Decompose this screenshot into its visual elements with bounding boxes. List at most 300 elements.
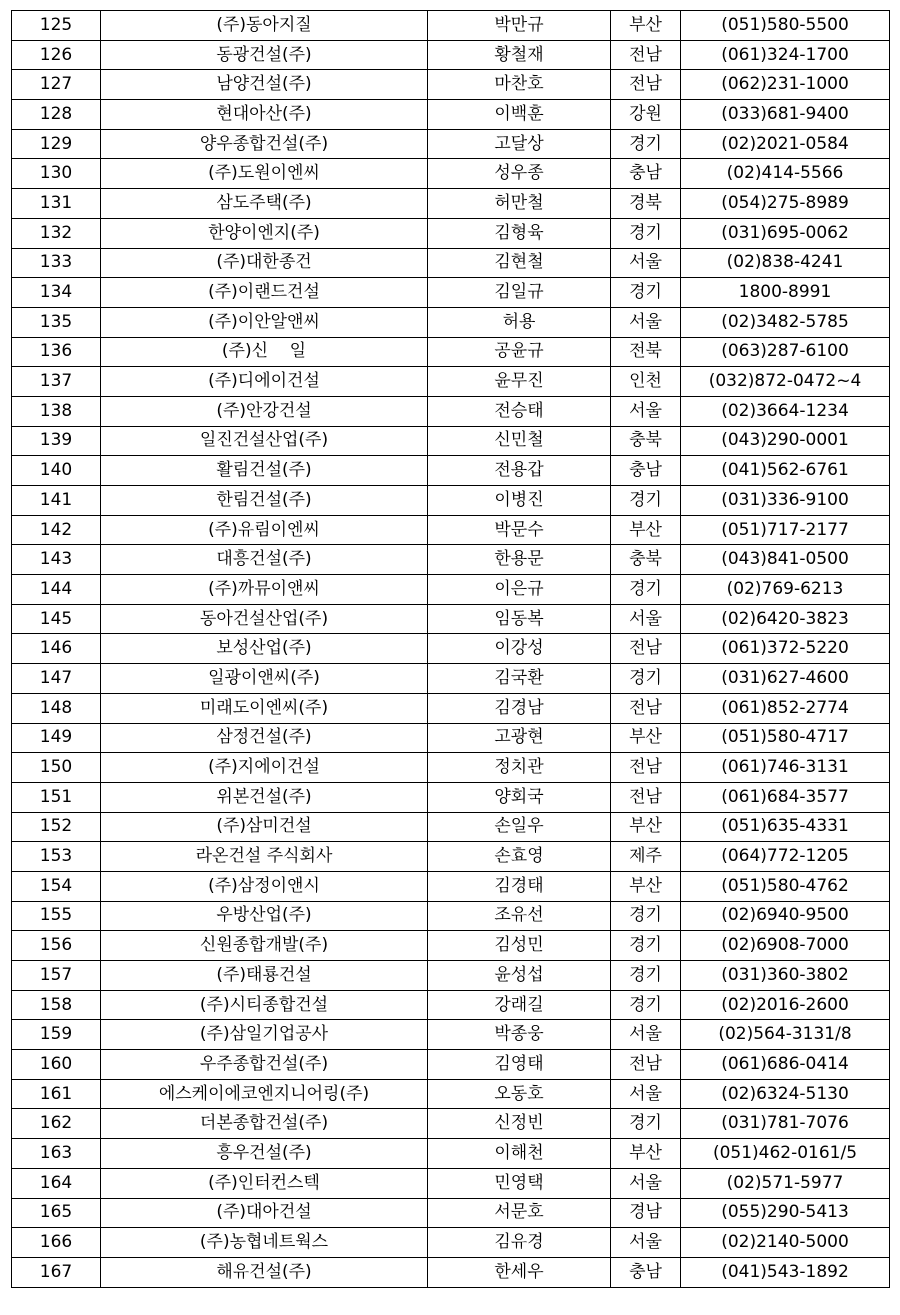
row-number-cell bbox=[12, 159, 101, 189]
phone-cell bbox=[681, 396, 890, 426]
row-number-text: 157 bbox=[39, 964, 73, 985]
company-name-text: (주)안강건설 bbox=[216, 400, 312, 421]
company-name-cell bbox=[101, 486, 428, 516]
phone-cell bbox=[681, 218, 890, 248]
company-name-text: 신원종합개발(주) bbox=[199, 935, 329, 956]
region-cell bbox=[611, 218, 681, 248]
phone-cell bbox=[681, 70, 890, 100]
phone-cell bbox=[681, 486, 890, 516]
representative-cell bbox=[428, 1198, 611, 1228]
row-number-cell bbox=[12, 753, 101, 783]
representative-cell bbox=[428, 189, 611, 219]
phone-text: (061)852-2774 bbox=[721, 697, 849, 718]
phone-text: (02)6324-5130 bbox=[721, 1083, 849, 1104]
phone-text: (055)290-5413 bbox=[721, 1202, 849, 1223]
phone-cell bbox=[681, 189, 890, 219]
phone-cell bbox=[681, 871, 890, 901]
representative-cell bbox=[428, 486, 611, 516]
row-number-cell bbox=[12, 396, 101, 426]
company-name-text: 삼도주택(주) bbox=[216, 192, 312, 213]
representative-text: 손효영 bbox=[494, 846, 544, 867]
region-cell bbox=[611, 70, 681, 100]
company-name-cell bbox=[101, 129, 428, 159]
representative-text: 이백훈 bbox=[494, 103, 544, 124]
phone-cell bbox=[681, 634, 890, 664]
region-cell bbox=[611, 961, 681, 991]
phone-cell bbox=[681, 1168, 890, 1198]
company-name-cell bbox=[101, 1257, 428, 1287]
table-row bbox=[12, 664, 890, 694]
representative-cell bbox=[428, 842, 611, 872]
company-name-text: 우방산업(주) bbox=[216, 905, 312, 926]
table-row bbox=[12, 723, 890, 753]
table-row bbox=[12, 70, 890, 100]
phone-cell bbox=[681, 367, 890, 397]
row-number-cell bbox=[12, 842, 101, 872]
representative-cell bbox=[428, 1228, 611, 1258]
row-number-cell bbox=[12, 248, 101, 278]
row-number-text: 149 bbox=[39, 727, 73, 748]
company-name-cell bbox=[101, 426, 428, 456]
region-cell bbox=[611, 367, 681, 397]
region-cell bbox=[611, 486, 681, 516]
phone-text: (02)6420-3823 bbox=[721, 608, 849, 629]
representative-cell bbox=[428, 545, 611, 575]
representative-cell bbox=[428, 693, 611, 723]
representative-cell bbox=[428, 1079, 611, 1109]
region-cell bbox=[611, 901, 681, 931]
row-number-cell bbox=[12, 129, 101, 159]
region-text: 서울 bbox=[629, 1083, 662, 1104]
table-row bbox=[12, 842, 890, 872]
region-cell bbox=[611, 11, 681, 41]
phone-text: (061)686-0414 bbox=[721, 1053, 849, 1074]
phone-cell bbox=[681, 40, 890, 70]
row-number-text: 137 bbox=[39, 371, 73, 392]
table-row bbox=[12, 1257, 890, 1287]
phone-cell bbox=[681, 456, 890, 486]
representative-cell bbox=[428, 961, 611, 991]
table-row bbox=[12, 782, 890, 812]
row-number-cell bbox=[12, 1198, 101, 1228]
region-text: 경기 bbox=[629, 935, 662, 956]
company-name-cell bbox=[101, 723, 428, 753]
representative-cell bbox=[428, 367, 611, 397]
region-cell bbox=[611, 1079, 681, 1109]
phone-text: (041)562-6761 bbox=[721, 460, 849, 481]
table-row bbox=[12, 931, 890, 961]
company-name-text: 활림건설(주) bbox=[216, 460, 312, 481]
company-name-text: (주)신 일 bbox=[221, 341, 307, 362]
region-cell bbox=[611, 426, 681, 456]
representative-text: 한용문 bbox=[494, 549, 544, 570]
table-row bbox=[12, 901, 890, 931]
phone-text: (031)336-9100 bbox=[721, 489, 849, 510]
row-number-cell bbox=[12, 1109, 101, 1139]
company-name-cell bbox=[101, 1109, 428, 1139]
representative-text: 김유경 bbox=[494, 1232, 544, 1253]
phone-text: (02)2016-2600 bbox=[721, 994, 849, 1015]
row-number-text: 126 bbox=[39, 44, 73, 65]
company-name-text: 더본종합건설(주) bbox=[199, 1113, 329, 1134]
representative-cell bbox=[428, 159, 611, 189]
phone-cell bbox=[681, 901, 890, 931]
representative-text: 김경남 bbox=[494, 697, 544, 718]
representative-cell bbox=[428, 100, 611, 130]
table-row bbox=[12, 1050, 890, 1080]
company-name-text: 흥우건설(주) bbox=[216, 1142, 312, 1163]
phone-text: (051)717-2177 bbox=[721, 519, 849, 540]
phone-text: (064)772-1205 bbox=[721, 846, 849, 867]
representative-text: 손일우 bbox=[494, 816, 544, 837]
row-number-text: 130 bbox=[39, 163, 73, 184]
company-name-text: 동광건설(주) bbox=[216, 44, 312, 65]
company-name-text: 미래도이엔씨(주) bbox=[199, 697, 329, 718]
phone-cell bbox=[681, 812, 890, 842]
representative-cell bbox=[428, 11, 611, 41]
company-name-text: 일진건설산업(주) bbox=[199, 430, 329, 451]
region-cell bbox=[611, 1198, 681, 1228]
region-text: 충북 bbox=[629, 549, 662, 570]
representative-text: 허만철 bbox=[494, 192, 544, 213]
phone-cell bbox=[681, 1050, 890, 1080]
row-number-text: 144 bbox=[39, 578, 73, 599]
region-cell bbox=[611, 575, 681, 605]
region-cell bbox=[611, 842, 681, 872]
company-name-text: (주)삼정이앤시 bbox=[208, 875, 320, 896]
region-cell bbox=[611, 100, 681, 130]
company-name-text: (주)농협네트웍스 bbox=[199, 1232, 329, 1253]
region-text: 부산 bbox=[629, 875, 662, 896]
region-text: 서울 bbox=[629, 311, 662, 332]
representative-text: 윤성섭 bbox=[494, 964, 544, 985]
representative-cell bbox=[428, 70, 611, 100]
row-number-text: 142 bbox=[39, 519, 73, 540]
region-cell bbox=[611, 931, 681, 961]
table-row bbox=[12, 871, 890, 901]
company-name-text: (주)시티종합건설 bbox=[199, 994, 329, 1015]
company-name-cell bbox=[101, 218, 428, 248]
company-name-cell bbox=[101, 248, 428, 278]
region-cell bbox=[611, 248, 681, 278]
representative-text: 김국환 bbox=[494, 667, 544, 688]
table-row bbox=[12, 515, 890, 545]
row-number-cell bbox=[12, 990, 101, 1020]
representative-text: 민영택 bbox=[494, 1172, 544, 1193]
row-number-cell bbox=[12, 1139, 101, 1169]
table-body bbox=[12, 11, 890, 1288]
phone-text: (02)769-6213 bbox=[726, 578, 844, 599]
region-text: 전북 bbox=[629, 341, 662, 362]
region-text: 경기 bbox=[629, 1113, 662, 1134]
region-cell bbox=[611, 1139, 681, 1169]
representative-cell bbox=[428, 515, 611, 545]
table-row bbox=[12, 1139, 890, 1169]
phone-text: (02)6940-9500 bbox=[721, 905, 849, 926]
representative-text: 신정빈 bbox=[494, 1113, 544, 1134]
company-name-cell bbox=[101, 70, 428, 100]
representative-cell bbox=[428, 664, 611, 694]
company-name-cell bbox=[101, 961, 428, 991]
company-name-text: 남양건설(주) bbox=[216, 74, 312, 95]
region-text: 부산 bbox=[629, 519, 662, 540]
representative-text: 박문수 bbox=[494, 519, 544, 540]
representative-cell bbox=[428, 1020, 611, 1050]
representative-cell bbox=[428, 901, 611, 931]
region-text: 인천 bbox=[629, 371, 662, 392]
row-number-cell bbox=[12, 218, 101, 248]
row-number-text: 153 bbox=[39, 846, 73, 867]
representative-text: 이해천 bbox=[494, 1142, 544, 1163]
phone-cell bbox=[681, 1198, 890, 1228]
table-row bbox=[12, 812, 890, 842]
region-text: 경기 bbox=[629, 282, 662, 303]
row-number-cell bbox=[12, 961, 101, 991]
company-name-text: 우주종합건설(주) bbox=[199, 1053, 329, 1074]
phone-cell bbox=[681, 248, 890, 278]
row-number-cell bbox=[12, 901, 101, 931]
representative-text: 김일규 bbox=[494, 282, 544, 303]
region-text: 서울 bbox=[629, 252, 662, 273]
phone-cell bbox=[681, 693, 890, 723]
phone-cell bbox=[681, 604, 890, 634]
company-name-cell bbox=[101, 842, 428, 872]
row-number-text: 163 bbox=[39, 1142, 73, 1163]
table-row bbox=[12, 1198, 890, 1228]
phone-cell bbox=[681, 1139, 890, 1169]
row-number-text: 147 bbox=[39, 667, 73, 688]
representative-text: 한세우 bbox=[494, 1261, 544, 1282]
row-number-text: 167 bbox=[39, 1261, 73, 1282]
phone-text: (031)360-3802 bbox=[721, 964, 849, 985]
company-name-cell bbox=[101, 1050, 428, 1080]
table-row bbox=[12, 278, 890, 308]
phone-cell bbox=[681, 129, 890, 159]
row-number-cell bbox=[12, 1079, 101, 1109]
company-name-cell bbox=[101, 753, 428, 783]
region-text: 경기 bbox=[629, 905, 662, 926]
company-name-text: (주)이안알앤씨 bbox=[208, 311, 320, 332]
table-row bbox=[12, 189, 890, 219]
region-cell bbox=[611, 812, 681, 842]
phone-text: (02)6908-7000 bbox=[721, 935, 849, 956]
company-name-text: 보성산업(주) bbox=[216, 638, 312, 659]
region-text: 서울 bbox=[629, 608, 662, 629]
representative-cell bbox=[428, 40, 611, 70]
phone-cell bbox=[681, 723, 890, 753]
company-name-cell bbox=[101, 1228, 428, 1258]
company-name-text: (주)유림이엔씨 bbox=[208, 519, 320, 540]
region-text: 부산 bbox=[629, 14, 662, 35]
region-cell bbox=[611, 278, 681, 308]
table-row bbox=[12, 486, 890, 516]
representative-cell bbox=[428, 871, 611, 901]
region-cell bbox=[611, 753, 681, 783]
region-cell bbox=[611, 1168, 681, 1198]
row-number-text: 135 bbox=[39, 311, 73, 332]
row-number-cell bbox=[12, 367, 101, 397]
row-number-text: 136 bbox=[39, 341, 73, 362]
company-name-text: 한림건설(주) bbox=[216, 489, 312, 510]
table-row bbox=[12, 307, 890, 337]
table-row bbox=[12, 426, 890, 456]
region-cell bbox=[611, 545, 681, 575]
representative-text: 김영태 bbox=[494, 1053, 544, 1074]
company-name-cell bbox=[101, 812, 428, 842]
company-name-text: (주)대한종건 bbox=[216, 252, 312, 273]
company-name-cell bbox=[101, 1079, 428, 1109]
region-cell bbox=[611, 396, 681, 426]
representative-text: 허용 bbox=[502, 311, 536, 332]
region-cell bbox=[611, 782, 681, 812]
row-number-cell bbox=[12, 871, 101, 901]
phone-cell bbox=[681, 842, 890, 872]
row-number-text: 158 bbox=[39, 994, 73, 1015]
phone-text: (051)462-0161/5 bbox=[712, 1142, 858, 1163]
company-name-text: 에스케이에코엔지니어링(주) bbox=[158, 1083, 370, 1104]
row-number-cell bbox=[12, 545, 101, 575]
table-row bbox=[12, 604, 890, 634]
representative-cell bbox=[428, 307, 611, 337]
row-number-cell bbox=[12, 782, 101, 812]
table-row bbox=[12, 575, 890, 605]
company-name-text: 한양이엔지(주) bbox=[208, 222, 320, 243]
company-name-text: (주)까뮤이앤씨 bbox=[208, 578, 320, 599]
region-cell bbox=[611, 40, 681, 70]
phone-text: (054)275-8989 bbox=[721, 192, 849, 213]
phone-text: (061)746-3131 bbox=[721, 757, 849, 778]
region-cell bbox=[611, 337, 681, 367]
table-row bbox=[12, 11, 890, 41]
company-name-cell bbox=[101, 545, 428, 575]
region-text: 부산 bbox=[629, 727, 662, 748]
table-row bbox=[12, 1109, 890, 1139]
row-number-text: 164 bbox=[39, 1172, 73, 1193]
row-number-cell bbox=[12, 1257, 101, 1287]
region-text: 전남 bbox=[629, 74, 662, 95]
table-row bbox=[12, 1168, 890, 1198]
representative-text: 서문호 bbox=[494, 1202, 544, 1223]
representative-cell bbox=[428, 218, 611, 248]
representative-cell bbox=[428, 456, 611, 486]
table-row bbox=[12, 693, 890, 723]
row-number-text: 151 bbox=[39, 786, 73, 807]
row-number-cell bbox=[12, 70, 101, 100]
representative-cell bbox=[428, 426, 611, 456]
row-number-cell bbox=[12, 634, 101, 664]
representative-text: 조유선 bbox=[494, 905, 544, 926]
table-row bbox=[12, 367, 890, 397]
representative-text: 양회국 bbox=[494, 786, 544, 807]
representative-text: 윤무진 bbox=[494, 371, 544, 392]
row-number-text: 138 bbox=[39, 400, 73, 421]
company-name-cell bbox=[101, 337, 428, 367]
company-name-text: 해유건설(주) bbox=[216, 1261, 312, 1282]
region-text: 서울 bbox=[629, 400, 662, 421]
region-text: 전남 bbox=[629, 786, 662, 807]
representative-cell bbox=[428, 782, 611, 812]
phone-text: (02)838-4241 bbox=[726, 252, 844, 273]
company-name-cell bbox=[101, 634, 428, 664]
phone-cell bbox=[681, 515, 890, 545]
phone-text: (02)564-3131/8 bbox=[718, 1024, 852, 1045]
phone-text: (02)414-5566 bbox=[726, 163, 844, 184]
table-row bbox=[12, 40, 890, 70]
row-number-cell bbox=[12, 337, 101, 367]
phone-text: (061)684-3577 bbox=[721, 786, 849, 807]
representative-cell bbox=[428, 337, 611, 367]
row-number-text: 154 bbox=[39, 875, 73, 896]
row-number-cell bbox=[12, 1020, 101, 1050]
table-row bbox=[12, 129, 890, 159]
region-cell bbox=[611, 723, 681, 753]
representative-text: 전승태 bbox=[494, 400, 544, 421]
table-row bbox=[12, 1020, 890, 1050]
phone-text: (02)571-5977 bbox=[726, 1172, 844, 1193]
company-name-cell bbox=[101, 11, 428, 41]
representative-text: 임동복 bbox=[494, 608, 544, 629]
row-number-cell bbox=[12, 575, 101, 605]
representative-text: 김현철 bbox=[494, 252, 544, 273]
company-name-text: 동아건설산업(주) bbox=[199, 608, 329, 629]
region-text: 강원 bbox=[629, 103, 662, 124]
row-number-cell bbox=[12, 278, 101, 308]
phone-cell bbox=[681, 1079, 890, 1109]
phone-text: (031)695-0062 bbox=[721, 222, 849, 243]
company-name-cell bbox=[101, 1139, 428, 1169]
table-row bbox=[12, 218, 890, 248]
phone-text: (041)543-1892 bbox=[721, 1261, 849, 1282]
region-text: 전남 bbox=[629, 638, 662, 659]
row-number-text: 125 bbox=[39, 14, 73, 35]
phone-text: (02)2021-0584 bbox=[721, 133, 849, 154]
representative-text: 오동호 bbox=[494, 1083, 544, 1104]
representative-text: 고광현 bbox=[494, 727, 544, 748]
representative-text: 신민철 bbox=[494, 430, 544, 451]
company-name-text: (주)삼일기업공사 bbox=[199, 1024, 329, 1045]
row-number-cell bbox=[12, 515, 101, 545]
row-number-cell bbox=[12, 456, 101, 486]
representative-cell bbox=[428, 575, 611, 605]
region-text: 서울 bbox=[629, 1172, 662, 1193]
region-text: 경남 bbox=[629, 1202, 662, 1223]
company-name-text: 현대아산(주) bbox=[216, 103, 312, 124]
region-cell bbox=[611, 1050, 681, 1080]
row-number-text: 140 bbox=[39, 460, 73, 481]
row-number-cell bbox=[12, 693, 101, 723]
representative-text: 성우종 bbox=[494, 163, 544, 184]
region-cell bbox=[611, 990, 681, 1020]
row-number-text: 165 bbox=[39, 1202, 73, 1223]
region-cell bbox=[611, 693, 681, 723]
company-name-cell bbox=[101, 575, 428, 605]
row-number-text: 134 bbox=[39, 282, 73, 303]
region-text: 부산 bbox=[629, 1142, 662, 1163]
company-name-cell bbox=[101, 278, 428, 308]
phone-text: (033)681-9400 bbox=[721, 103, 849, 124]
phone-cell bbox=[681, 337, 890, 367]
representative-cell bbox=[428, 248, 611, 278]
region-cell bbox=[611, 456, 681, 486]
representative-cell bbox=[428, 931, 611, 961]
row-number-text: 139 bbox=[39, 430, 73, 451]
company-name-cell bbox=[101, 604, 428, 634]
row-number-text: 133 bbox=[39, 252, 73, 273]
region-text: 경북 bbox=[629, 192, 662, 213]
region-text: 경기 bbox=[629, 964, 662, 985]
phone-cell bbox=[681, 159, 890, 189]
table-row bbox=[12, 248, 890, 278]
